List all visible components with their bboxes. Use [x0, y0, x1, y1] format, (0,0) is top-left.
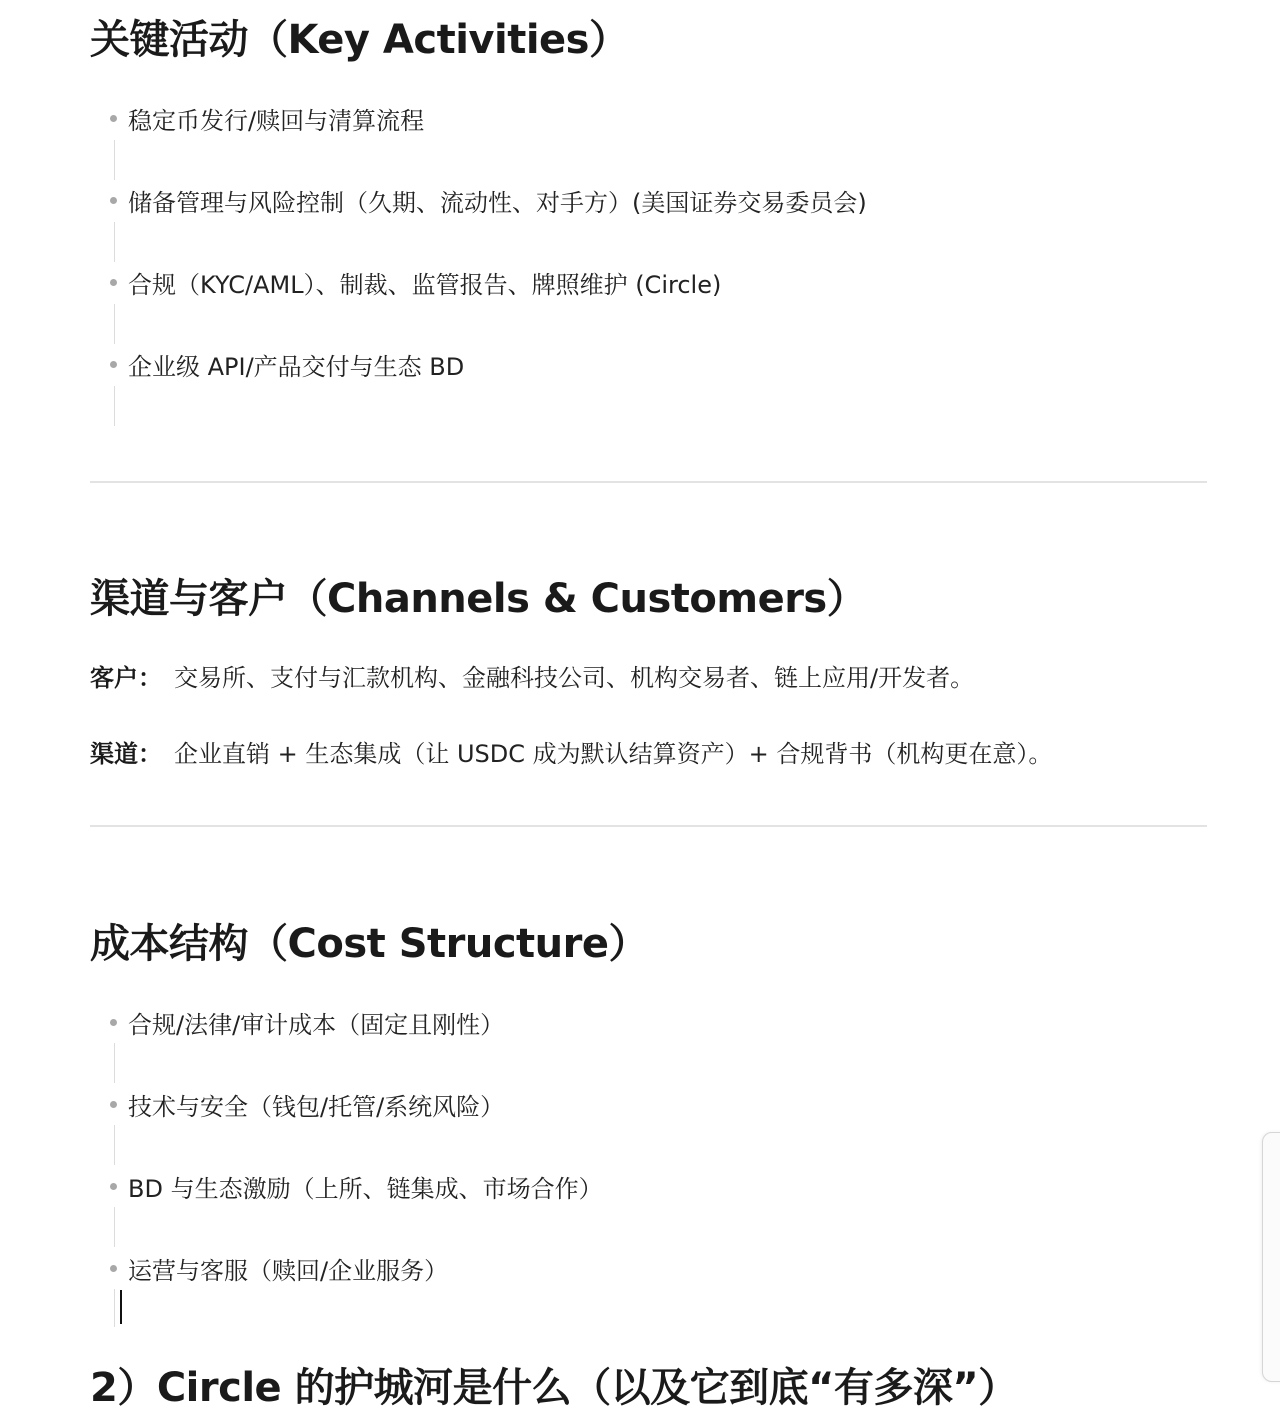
bullet-dot-icon [110, 1183, 117, 1190]
section-divider [90, 481, 1207, 483]
bullet-dot-icon [110, 279, 117, 286]
heading-moat: 2）Circle 的护城河是什么（以及它到底“有多深”） [90, 1365, 1018, 1411]
heading-key-activities: 关键活动（Key Activities） [90, 17, 629, 63]
text-cursor[interactable] [120, 1290, 122, 1324]
bullet-dot-icon [110, 1101, 117, 1108]
indent-guide [114, 304, 115, 344]
channels-text: 企业直销 + 生态集成（让 USDC 成为默认结算资产）+ 合规背书（机构更在意）。 [174, 739, 1053, 768]
list-item-text: 技术与安全（钱包/托管/系统风险） [128, 1092, 505, 1121]
list-item-text: 合规/法律/审计成本（固定且刚性） [128, 1010, 505, 1039]
indent-guide [114, 1125, 115, 1165]
indent-guide [114, 386, 115, 426]
indent-guide [114, 1207, 115, 1247]
bullet-dot-icon [110, 361, 117, 368]
channels-label: 渠道： [90, 739, 162, 768]
customers-text: 交易所、支付与汇款机构、金融科技公司、机构交易者、链上应用/开发者。 [174, 663, 975, 692]
customers-label: 客户： [90, 663, 162, 692]
bullet-dot-icon [110, 197, 117, 204]
indent-guide [114, 1289, 115, 1327]
bullet-dot-icon [110, 1265, 117, 1272]
list-item [110, 1166, 603, 1206]
list-item [110, 1248, 448, 1288]
list-item [110, 344, 464, 384]
list-item-text: 合规（KYC/AML）、制裁、监管报告、牌照维护 (Circle) [128, 270, 722, 299]
channels-paragraph [90, 731, 1052, 771]
list-item-text: 储备管理与风险控制（久期、流动性、对手方）(美国证券交易委员会) [128, 188, 867, 217]
side-panel-tab[interactable] [1262, 1132, 1280, 1382]
list-item-text: BD 与生态激励（上所、链集成、市场合作） [128, 1174, 603, 1203]
list-item [110, 98, 424, 138]
list-item-text: 企业级 API/产品交付与生态 BD [128, 352, 465, 381]
bullet-dot-icon [110, 115, 117, 122]
list-item [110, 1002, 504, 1042]
bullet-dot-icon [110, 1019, 117, 1026]
list-item-text: 稳定币发行/赎回与清算流程 [128, 106, 425, 135]
customers-paragraph [90, 655, 974, 695]
section-divider [90, 825, 1207, 827]
list-item [110, 1084, 504, 1124]
indent-guide [114, 1043, 115, 1083]
list-item [110, 262, 721, 302]
heading-channels-customers: 渠道与客户（Channels & Customers） [90, 576, 867, 622]
indent-guide [114, 222, 115, 262]
heading-cost-structure: 成本结构（Cost Structure） [90, 921, 648, 967]
list-item [110, 180, 867, 220]
list-item-text: 运营与客服（赎回/企业服务） [128, 1256, 449, 1285]
indent-guide [114, 140, 115, 180]
